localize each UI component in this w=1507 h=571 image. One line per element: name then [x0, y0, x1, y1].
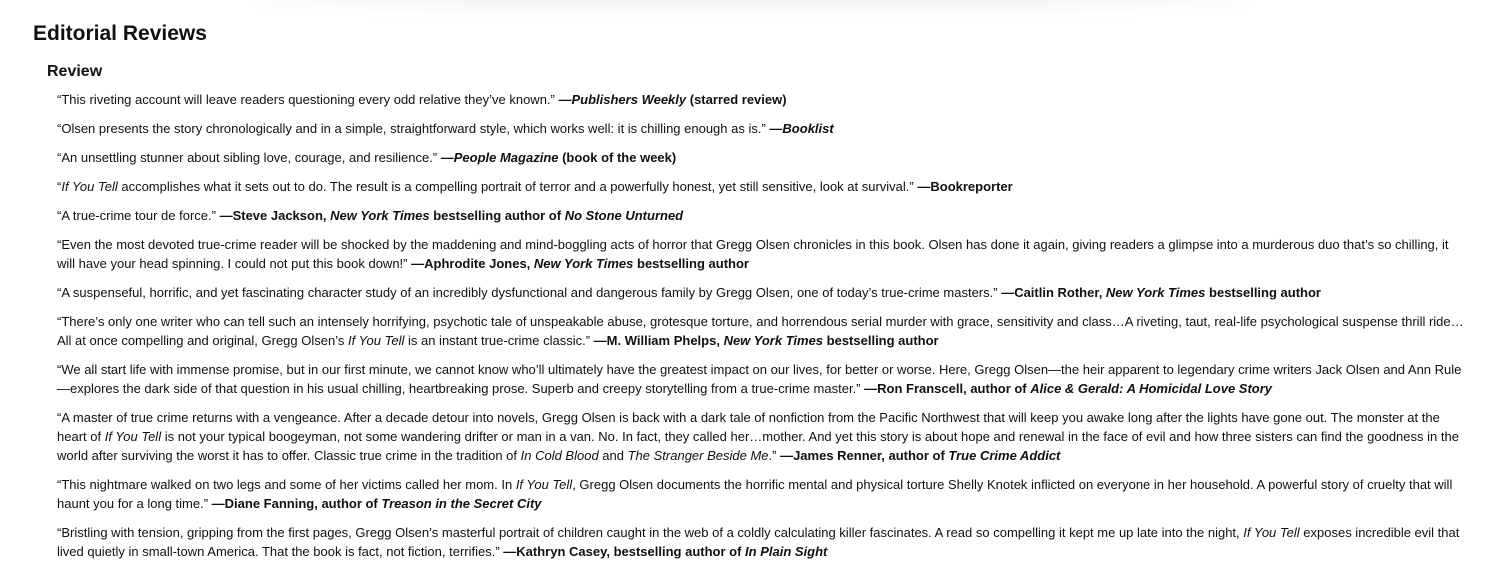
- review-item: [57, 283, 1465, 302]
- review-attribution: [780, 448, 1060, 463]
- review-attribution-text: (starred review): [686, 92, 787, 107]
- review-attribution: [558, 92, 786, 107]
- review-item: [57, 119, 1465, 138]
- review-attribution-title: Treason in the Secret City: [381, 496, 542, 511]
- review-attribution: [917, 179, 1012, 194]
- review-item: [57, 312, 1465, 350]
- review-quote-text: is an instant true-crime classic.”: [404, 333, 594, 348]
- review-quote-text: “A master of true crime returns with a vengeance. After a decade detour into novels, Gregg Olsen is back with a dark tale of nonfiction from the Pacific Northwest that will keep you awake long after the lights have gone out. The monster at the heart of: [57, 410, 1440, 444]
- review-attribution-title: Alice & Gerald: A Homicidal Love Story: [1030, 381, 1273, 396]
- review-quote-title: If You Tell: [61, 179, 118, 194]
- review-attribution: [212, 496, 542, 511]
- review-item: [57, 90, 1465, 109]
- review-attribution-title: No Stone Unturned: [564, 208, 684, 223]
- review-attribution-text: —: [769, 121, 783, 136]
- review-quote: [57, 92, 558, 107]
- review-quote-text: “This riveting account will leave readers questioning every odd relative they’ve known.”: [57, 92, 559, 107]
- editorial-reviews-section: [33, 20, 1473, 571]
- review-item: [57, 523, 1465, 561]
- review-quote-title: The Stranger Beside Me: [627, 448, 769, 463]
- review-quote-title: If You Tell: [347, 333, 405, 348]
- review-quote-title: If You Tell: [104, 429, 162, 444]
- review-attribution-title: In Plain Sight: [745, 544, 828, 559]
- review-attribution-text: —James Renner, author of: [780, 448, 949, 463]
- review-quote: [57, 179, 917, 194]
- review-attribution-text: —Caitlin Rother,: [1001, 285, 1106, 300]
- review-attribution-text: —Steve Jackson,: [219, 208, 331, 223]
- review-attribution-title: People Magazine: [453, 150, 559, 165]
- review-attribution: [411, 256, 749, 271]
- review-attribution-text: —: [558, 92, 572, 107]
- review-quote-text: “A true-crime tour de force.”: [57, 208, 220, 223]
- review-quote-text: “An unsettling stunner about sibling love, courage, and resilience.”: [57, 150, 441, 165]
- review-attribution: [220, 208, 684, 223]
- review-attribution: [441, 150, 676, 165]
- review-quote: [57, 121, 769, 136]
- review-attribution-title: New York Times: [723, 333, 824, 348]
- review-quote-text: .”: [768, 448, 781, 463]
- review-quote: [57, 285, 1001, 300]
- review-quote-text: “This nightmare walked on two legs and some of her victims called her mom. In: [57, 477, 516, 492]
- review-quote-text: “There’s only one writer who can tell such an intensely horrifying, psychotic tale of unspeakable abuse, grotesque torture, and horrendous serial murder with grace, sensitivity and class…A riveting, taut, real-life psychological suspense thrill ride…All at once compelling and original, Gregg Olsen’s: [57, 314, 1464, 348]
- review-quote: [57, 410, 1459, 463]
- review-attribution-text: —Kathryn Casey, bestselling author of: [503, 544, 746, 559]
- review-quote-title: If You Tell: [1243, 525, 1300, 540]
- review-subtitle: Review: [47, 63, 103, 80]
- review-attribution-text: —Diane Fanning, author of: [211, 496, 382, 511]
- review-attribution-text: bestselling author: [633, 256, 749, 271]
- review-attribution-text: bestselling author: [823, 333, 939, 348]
- review-item: [57, 360, 1465, 398]
- review-quote-text: “: [57, 179, 62, 194]
- review-attribution-title: New York Times: [1105, 285, 1206, 300]
- review-quote-text: is not your typical boogeyman, not some wandering drifter or man in a van. No. In fact, they called her…mother. And yet this story is about hope and renewal in the face of evil and how three sisters can find the goodness in the world after surviving the worst it has to offer. Classic true crime in the tradition of: [57, 429, 1459, 463]
- review-attribution-text: —M. William Phelps,: [593, 333, 724, 348]
- review-attribution-title: Booklist: [782, 121, 834, 136]
- review-quote-title: If You Tell: [515, 477, 573, 492]
- review-attribution-title: Publishers Weekly: [571, 92, 687, 107]
- review-quote-text: , Gregg Olsen documents the horrific mental and physical torture Shelly Knotek inflicted on everyone in her household. A powerful story of cruelty that will haunt you for a long time.”: [57, 477, 1453, 511]
- review-attribution: [594, 333, 939, 348]
- review-attribution-title: True Crime Addict: [948, 448, 1061, 463]
- review-quote-text: accomplishes what it sets out to do. The result is a compelling portrait of terror and a powerfully honest, yet still sensitive, look at survival.”: [117, 179, 918, 194]
- review-attribution-text: —Bookreporter: [917, 179, 1013, 194]
- review-quote-title: In Cold Blood: [520, 448, 599, 463]
- review-attribution: [503, 544, 827, 559]
- review-quote-text: “Bristling with tension, gripping from the first pages, Gregg Olsen’s masterful portrait of children caught in the web of a coldly calculating killer fascinates. A read so compelling it kept me up late into the night,: [57, 525, 1244, 540]
- review-attribution: [769, 121, 833, 136]
- review-attribution-text: —Aphrodite Jones,: [411, 256, 534, 271]
- review-quote-text: exposes incredible evil that lived quietly in small-town America. That the book is fact, not fiction, terrifies.”: [57, 525, 1460, 559]
- review-quote-text: and: [598, 448, 628, 463]
- review-attribution-text: bestselling author: [1205, 285, 1321, 300]
- review-item: [57, 475, 1465, 513]
- review-attribution-text: bestselling author of: [429, 208, 565, 223]
- review-quote-text: “Olsen presents the story chronologically and in a simple, straightforward style, which works well: it is chilling enough as is.”: [57, 121, 770, 136]
- review-attribution-text: (book of the week): [558, 150, 677, 165]
- review-quote: [57, 208, 220, 223]
- review-attribution-text: —: [440, 150, 454, 165]
- review-attribution-text: —Ron Franscell, author of: [864, 381, 1031, 396]
- review-item: [57, 235, 1465, 273]
- review-attribution: [1001, 285, 1321, 300]
- review-quote-text: “A suspenseful, horrific, and yet fascinating character study of an incredibly dysfunctional and dangerous family by Gregg Olsen, one of today’s true-crime masters.”: [57, 285, 1002, 300]
- review-attribution: [864, 381, 1272, 396]
- review-item: [57, 148, 1465, 167]
- review-quote: [57, 237, 1449, 271]
- review-quote: [57, 150, 441, 165]
- review-item: [57, 408, 1465, 465]
- review-quote-text: “Even the most devoted true-crime reader will be shocked by the maddening and mind-boggling acts of horror that Gregg Olsen chronicles in this book. Olsen has done it again, giving readers a glimpse into a murderous duo that’s so chilling, it will have your head spinning. I could not put this book down!”: [57, 237, 1449, 271]
- review-item: [57, 177, 1465, 196]
- review-list: [57, 90, 1465, 561]
- review-quote-text: “We all start life with immense promise, but in our first minute, we cannot know who’ll ultimately have the greatest impact on our lives, for better or worse. Here, Gregg Olsen—the heir apparent to legendary crime writers Jack Olsen and Ann Rule—explores the dark side of that question in his usual chilling, heartbreaking prose. Superb and creepy storytelling from a true-crime master.”: [57, 362, 1462, 396]
- review-item: [57, 206, 1465, 225]
- review-attribution-title: New York Times: [330, 208, 430, 223]
- review-attribution-title: New York Times: [533, 256, 634, 271]
- section-title: Editorial Reviews: [33, 22, 207, 45]
